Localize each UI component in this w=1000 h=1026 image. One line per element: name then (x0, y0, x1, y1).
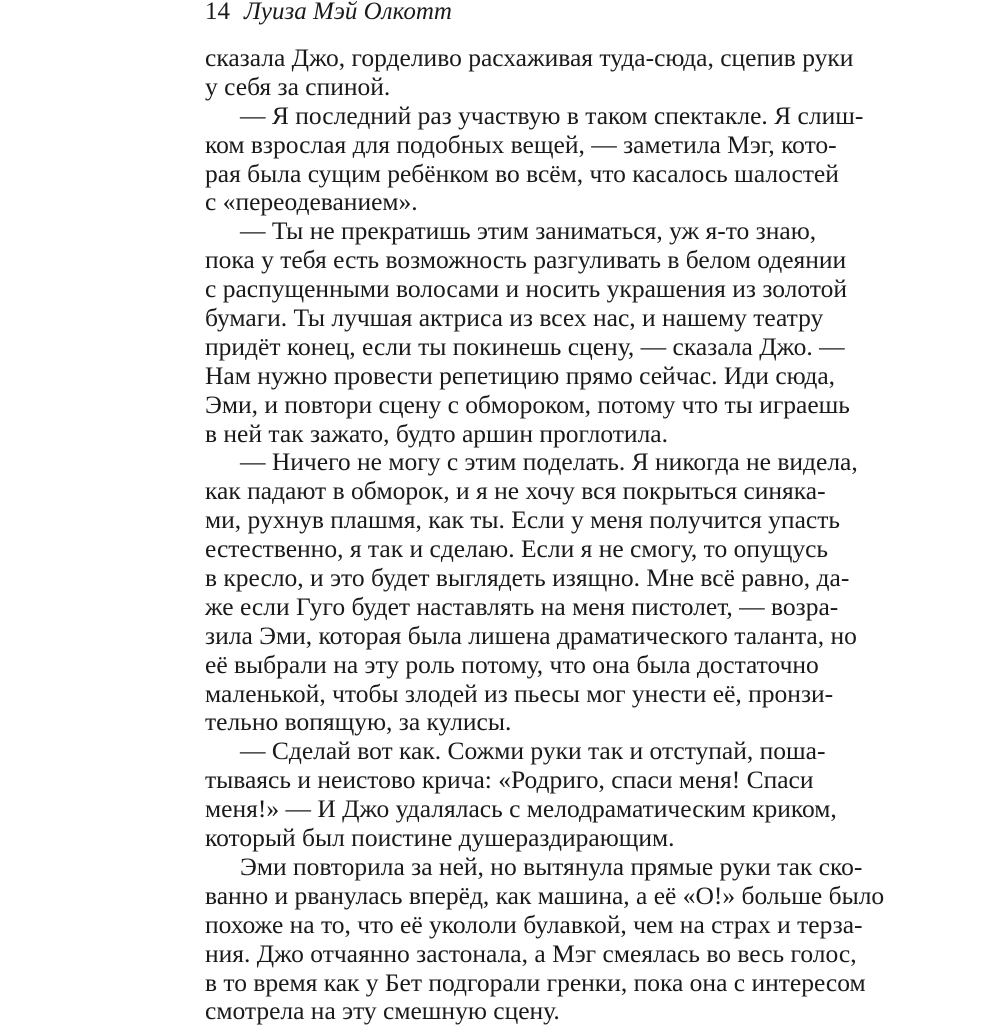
text-line: её выбрали на эту роль потому, что она была достаточно (205, 649, 819, 679)
running-head-author: Луиза Мэй Олкотт (244, 0, 452, 25)
text-line: — Я последний раз участвую в таком спектакле. Я слиш- (240, 100, 864, 130)
text-line: тельно вопящую, за кулисы. (205, 707, 512, 737)
text-line: — Сделай вот как. Сожми руки так и отступай, поша- (240, 736, 826, 766)
text-line: ния. Джо отчаянно застонала, а Мэг смеялась во весь голос, (205, 938, 857, 968)
text-line: в кресло, и это будет выглядеть изящно. Мне всё равно, да- (205, 563, 850, 593)
text-line: у себя за спиной. (205, 71, 391, 101)
text-line: зила Эми, которая была лишена драматического таланта, но (205, 620, 857, 650)
text-line: который был поистине душераздирающим. (205, 823, 675, 853)
text-line: смотрела на эту смешную сцену. (205, 996, 560, 1026)
text-line: рая была сущим ребёнком во всём, что касалось шалостей (205, 158, 839, 188)
text-line: Эми повторила за ней, но вытянула прямые руки так ско- (240, 851, 863, 881)
text-line: меня!» — И Джо удалялась с мелодраматическим криком, (205, 794, 837, 824)
text-line: в то время как у Бет подгорали гренки, пока она с интересом (205, 967, 866, 997)
text-line: с «переодеванием». (205, 187, 418, 217)
text-line: сказала Джо, горделиво расхаживая туда-сюда, сцепив руки (205, 43, 854, 72)
text-line: естественно, я так и сделаю. Если я не смогу, то опущусь (205, 534, 829, 564)
text-line: — Ничего не могу с этим поделать. Я никогда не видела, (240, 447, 858, 477)
text-line: — Ты не прекратишь этим заниматься, уж я-то знаю, (240, 216, 817, 246)
text-line: бумаги. Ты лучшая актриса из всех нас, и нашему театру (205, 303, 824, 333)
text-line: придёт конец, если ты покинешь сцену, — сказала Джо. — (205, 331, 845, 361)
text-line: маленькой, чтобы злодей из пьесы мог унести её, пронзи- (205, 678, 834, 708)
text-line: пока у тебя есть возможность разгуливать в белом одеянии (205, 245, 847, 275)
page-number: 14 (205, 0, 230, 25)
body-text (205, 43, 885, 1026)
text-line: ми, рухнув плашмя, как ты. Если у меня получится упасть (205, 505, 840, 535)
text-line: ком взрослая для подобных вещей, — заметила Мэг, кото- (205, 129, 837, 159)
text-line: Нам нужно провести репетицию прямо сейчас. Иди сюда, (205, 360, 836, 390)
text-line: с распущенными волосами и носить украшения из золотой (205, 274, 848, 304)
text-line: тываясь и неистово крича: «Родриго, спаси меня! Спаси (205, 765, 814, 795)
running-head (205, 0, 452, 28)
text-line: в ней так зажато, будто аршин проглотила. (205, 418, 668, 448)
text-line: как падают в обморок, и я не хочу вся покрыться синяка- (205, 476, 826, 506)
text-line: же если Гуго будет наставлять на меня пистолет, — возра- (205, 591, 839, 621)
text-line: похоже на то, что её укололи булавкой, чем на страх и терза- (205, 909, 863, 939)
text-line: ванно и рванулась вперёд, как машина, а её «О!» больше было (205, 880, 885, 910)
text-line: Эми, и повтори сцену с обмороком, потому что ты играешь (205, 389, 850, 419)
